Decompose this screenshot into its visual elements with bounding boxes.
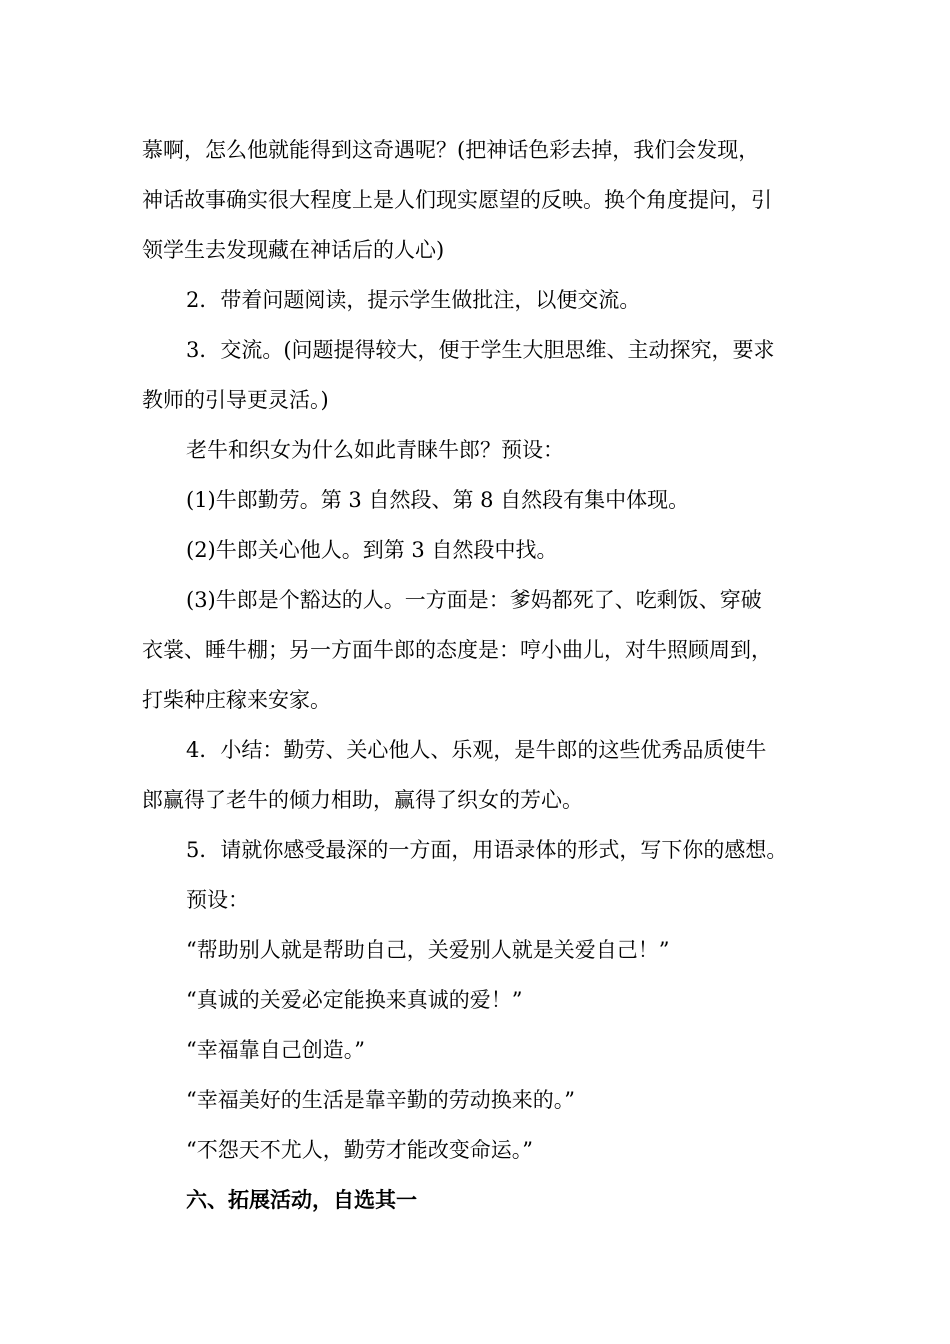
text-line: 神话故事确实很大程度上是人们现实愿望的反映。换个角度提问，引: [142, 188, 772, 212]
text-line: 打柴种庄稼来安家。: [142, 688, 331, 712]
text-line: 老牛和织女为什么如此青睐牛郎？预设：: [186, 438, 564, 462]
text-line: 教师的引导更灵活。): [142, 388, 329, 412]
text-line: 预设：: [186, 888, 249, 912]
text-line: 5．请就你感受最深的一方面，用语录体的形式，写下你的感想。: [186, 838, 788, 862]
text-line: 2．带着问题阅读，提示学生做批注，以便交流。: [186, 288, 641, 312]
quote-line: “不怨天不尤人，勤劳才能改变命运。”: [186, 1138, 533, 1162]
text-line: 3．交流。(问题提得较大，便于学生大胆思维、主动探究，要求: [186, 338, 775, 362]
text-line: (3)牛郎是个豁达的人。一方面是：爹妈都死了、吃剩饭、穿破: [186, 588, 762, 612]
quote-line: “幸福靠自己创造。”: [186, 1038, 365, 1062]
text-line: 领学生去发现藏在神话后的人心): [142, 238, 445, 262]
text-line: (2)牛郎关心他人。到第 3 自然段中找。: [186, 538, 558, 562]
text-line: (1)牛郎勤劳。第 3 自然段、第 8 自然段有集中体现。: [186, 488, 690, 512]
text-line: 郎赢得了老牛的倾力相助，赢得了织女的芳心。: [142, 788, 583, 812]
text-line: 衣裳、睡牛棚；另一方面牛郎的态度是：哼小曲儿，对牛照顾周到，: [142, 638, 772, 662]
quote-line: “幸福美好的生活是靠辛勤的劳动换来的。”: [186, 1088, 575, 1112]
section-heading: 六、拓展活动，自选其一: [186, 1187, 417, 1212]
quote-line: “帮助别人就是帮助自己，关爱别人就是关爱自己！”: [186, 938, 670, 962]
text-line: 4．小结：勤劳、关心他人、乐观，是牛郎的这些优秀品质使牛: [186, 738, 767, 762]
quote-line: “真诚的关爱必定能换来真诚的爱！”: [186, 988, 523, 1012]
text-line: 慕啊，怎么他就能得到这奇遇呢？(把神话色彩去掉，我们会发现，: [142, 138, 760, 162]
